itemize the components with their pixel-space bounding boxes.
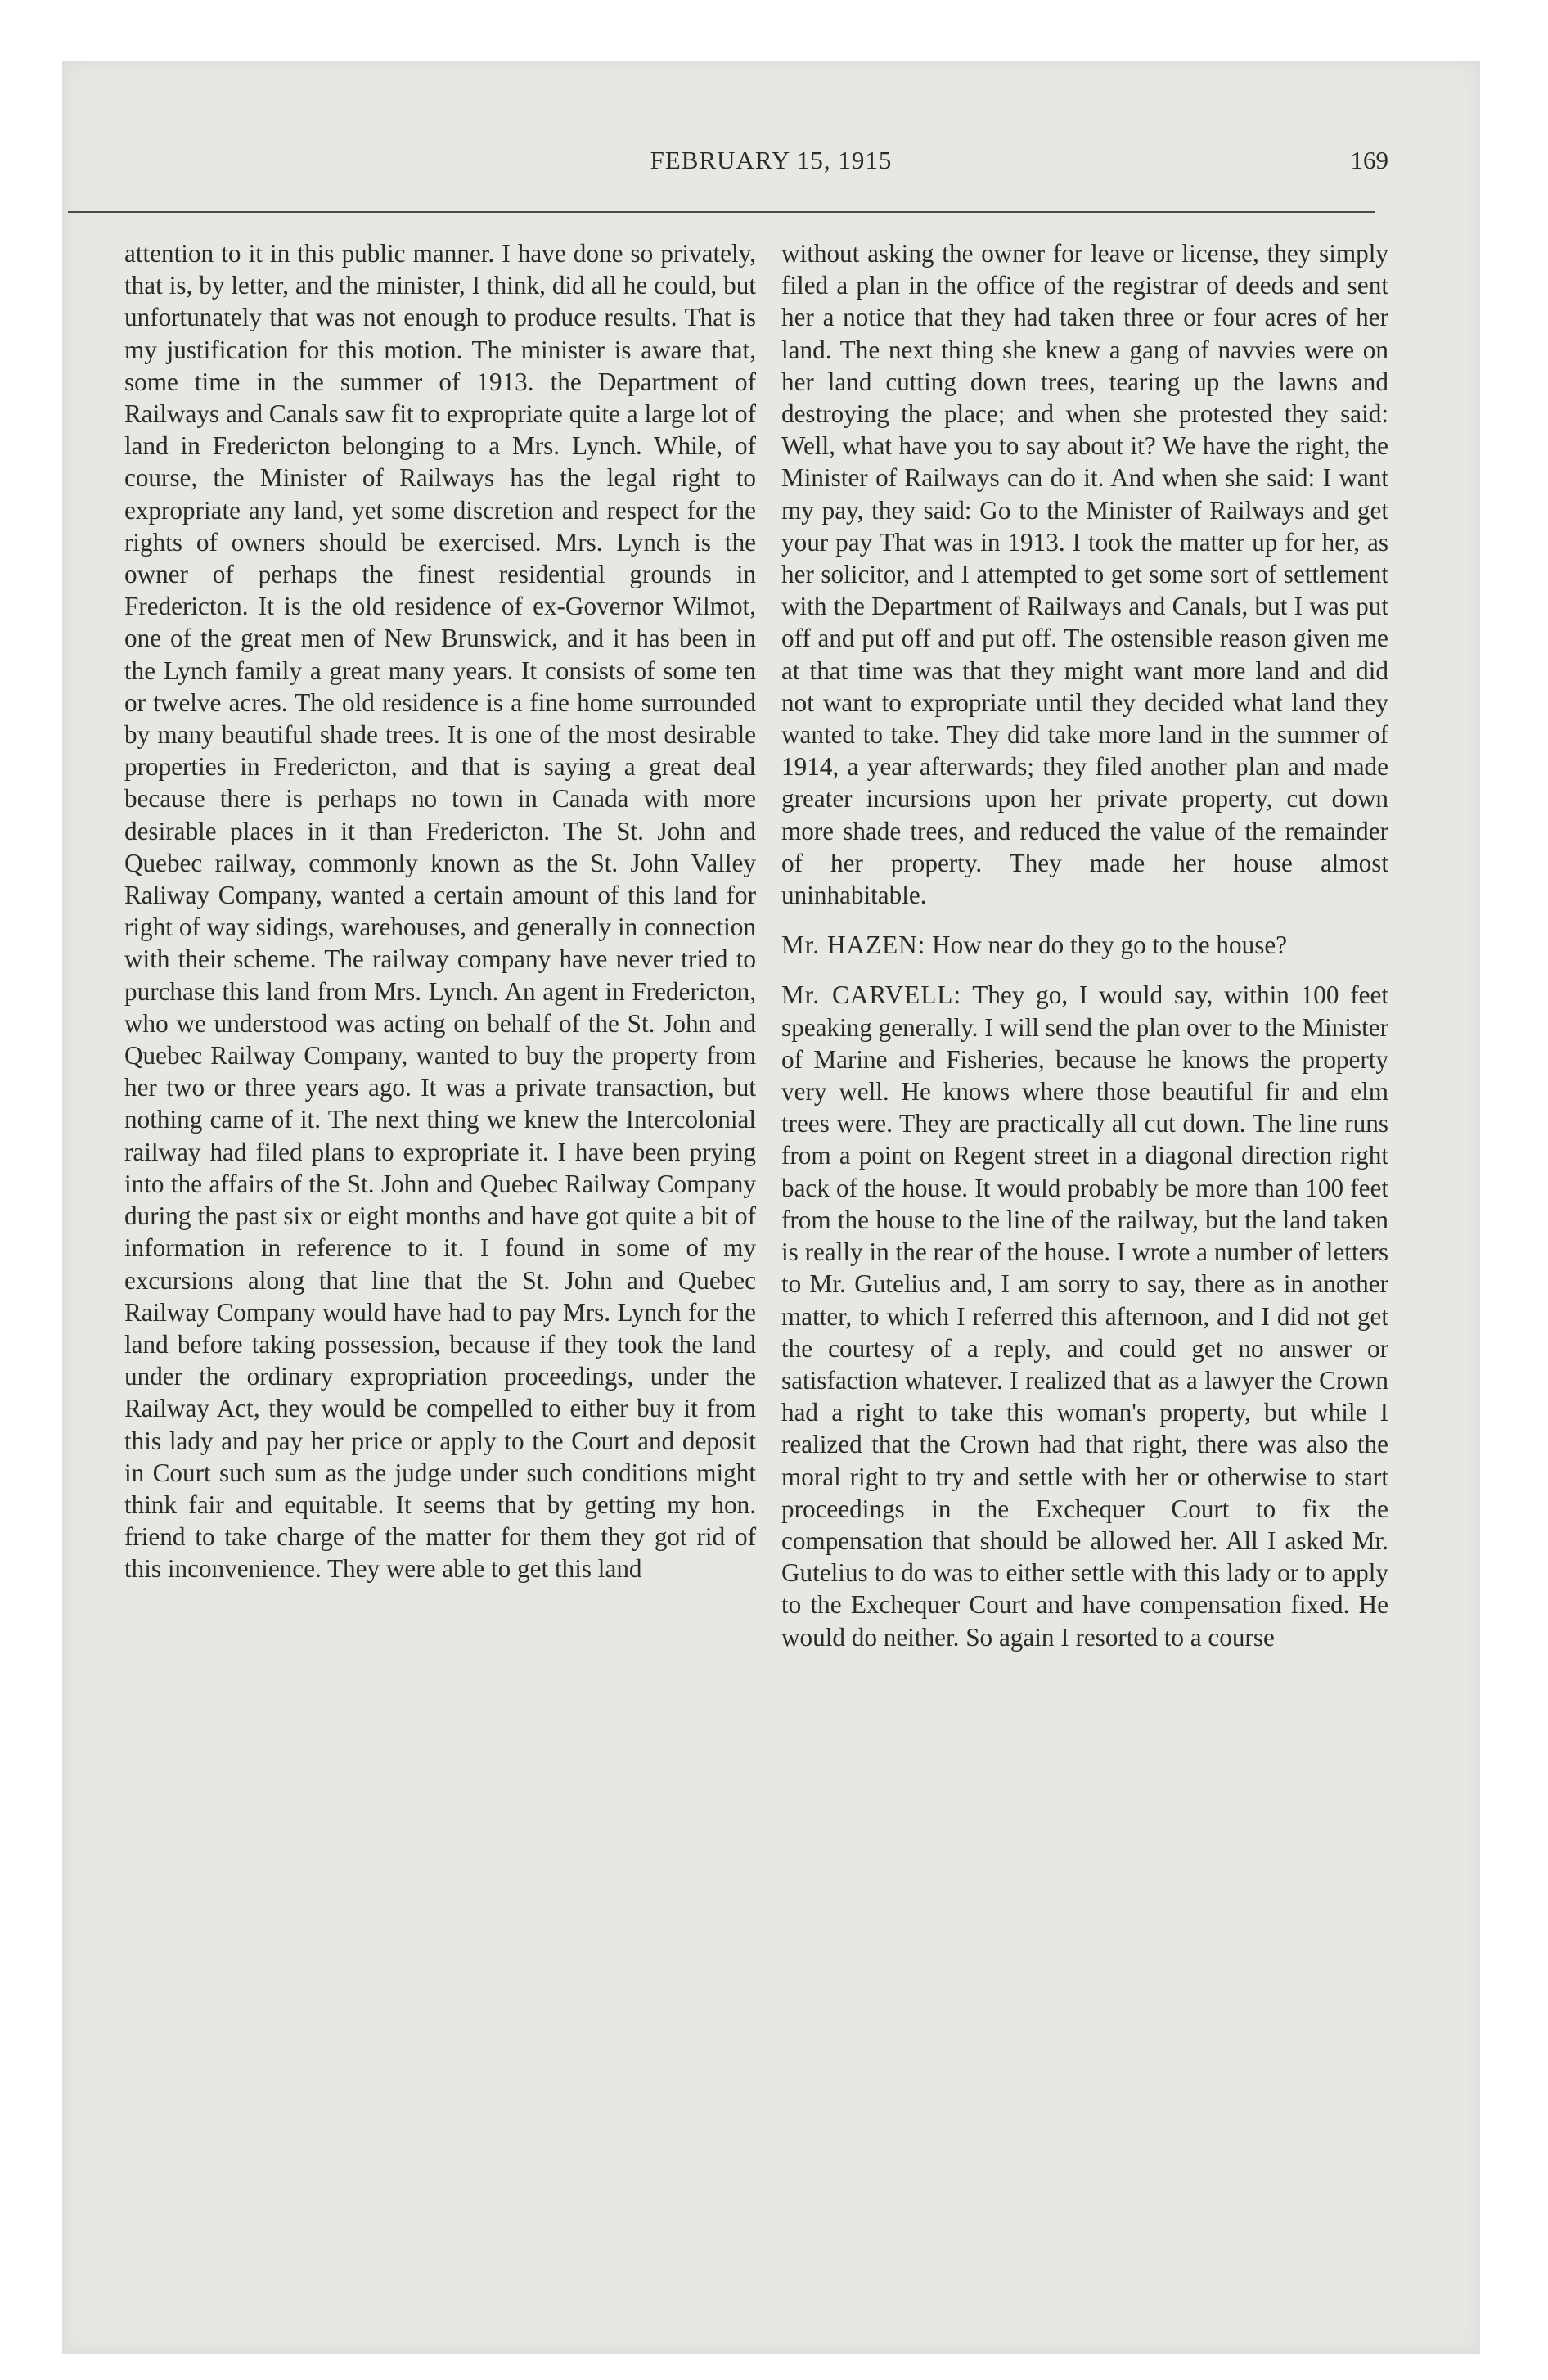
right-paragraph-3: [781, 979, 1388, 1652]
right-paragraph-2: [781, 929, 1388, 961]
hazen-remark: How near do they go to the house?: [932, 931, 1288, 960]
right-column: [781, 237, 1388, 1653]
header-rule: [68, 211, 1375, 213]
page-header: [62, 83, 1480, 174]
left-paragraph-1: attention to it in this public manner. I have done so privately, that is, by letter, and the minister, I think, did all he could, but unfortunately that was not enough to produce results. That is my justification for this motion. The minister is aware that, some time in the summer of 1913. the Department of Railways and Canals saw fit to expropriate quite a large lot of land in Fredericton belonging to a Mrs. Lynch. While, of course, the Minister of Railways has the legal right to expropriate any land, yet some discretion and respect for the rights of owners should be exercised. Mrs. Lynch is the owner of perhaps the finest residential grounds in Fredericton. It is the old residence of ex-Governor Wilmot, one of the great men of New Brunswick, and it has been in the Lynch family a great many years. It consists of some ten or twelve acres. The old residence is a fine home surrounded by many beautiful shade trees. It is one of the most desirable properties in Fredericton, and that is saying a great deal because there is perhaps no town in Canada with more desirable places in it than Fredericton. The St. John and Quebec railway, commonly known as the St. John Valley Raliway Company, wanted a certain amount of this land for right of way sidings, warehouses, and generally in connection with their scheme. The railway company have never tried to purchase this land from Mrs. Lynch. An agent in Fredericton, who we understood was acting on behalf of the St. John and Quebec Railway Company, wanted to buy the property from her two or three years ago. It was a private transaction, but nothing came of it. The next thing we knew the Intercolonial railway had filed plans to expropriate it. I have been prying into the affairs of the St. John and Quebec Railway Company during the past six or eight months and have got quite a bit of information in reference to it. I found in some of my excursions along that line that the St. John and Quebec Railway Company would have had to pay Mrs. Lynch for the land before taking possession, because if they took the land under the ordinary expropriation proceedings, under the Railway Act, they would be compelled to either buy it from this lady and pay her price or apply to the Court and deposit in Court such sum as the judge under such conditions might think fair and equitable. It seems that by getting my hon. friend to take charge of the matter for them they got rid of this inconvenience. They were able to get this land: [124, 239, 756, 1584]
carvell-remark: They go, I would say, within 100 feet speaking generally. I will send the plan over to the Minister of Marine and Fisheries, because he knows the property very well. He knows where those beautiful fir and elm trees were. They are practically all cut down. The line runs from a point on Regent street in a diagonal direction right back of the house. It would probably be more than 100 feet from the house to the line of the railway, but the land taken is really in the rear of the house. I wrote a number of letters to Mr. Gutelius and, I am sorry to say, there as in another matter, to which I referred this afternoon, and I did not get the courtesy of a reply, and could get no answer or satisfaction whatever. I realized that as a lawyer the Crown had a right to take this woman's property, but while I realized that the Crown had that right, there was also the moral right to try and settle with her or otherwise to start proceedings in the Exchequer Court to fix the compensation that should be allowed her. All I asked Mr. Gutelius to do was to either settle with this lady or to apply to the Exchequer Court and have compensation fixed. He would do neither. So again I resorted to a course: [781, 980, 1388, 1652]
speaker-hazen: Mr. HAZEN:: [781, 931, 926, 960]
right-paragraph-1: without asking the owner for leave or license, they simply filed a plan in the office of the registrar of deeds and sent her a notice that they had taken three or four acres of her land. The next thing she knew a gang of navvies were on her land cutting down trees, tearing up the lawns and destroying the place; and when she protested they said: Well, what have you to say about it? We have the right, the Minister of Railways can do it. And when she said: I want my pay, they said: Go to the Minister of Railways and get your pay That was in 1913. I took the matter up for her, as her solicitor, and I attempted to get some sort of settlement with the Department of Railways and Canals, but I was put off and put off and put off. The ostensible reason given me at that time was that they might want more land and did not want to expropriate until they decided what land they wanted to take. They did take more land in the summer of 1914, a year afterwards; they filed another plan and made greater incursions upon her private property, cut down more shade trees, and reduced the value of the remainder of her property. They made her house almost uninhabitable.: [781, 239, 1388, 910]
speaker-carvell: Mr. CARVELL:: [781, 980, 961, 1010]
running-head: FEBRUARY 15, 1915: [650, 146, 893, 174]
page-number: 169: [1350, 146, 1388, 174]
left-column: [124, 237, 756, 1585]
